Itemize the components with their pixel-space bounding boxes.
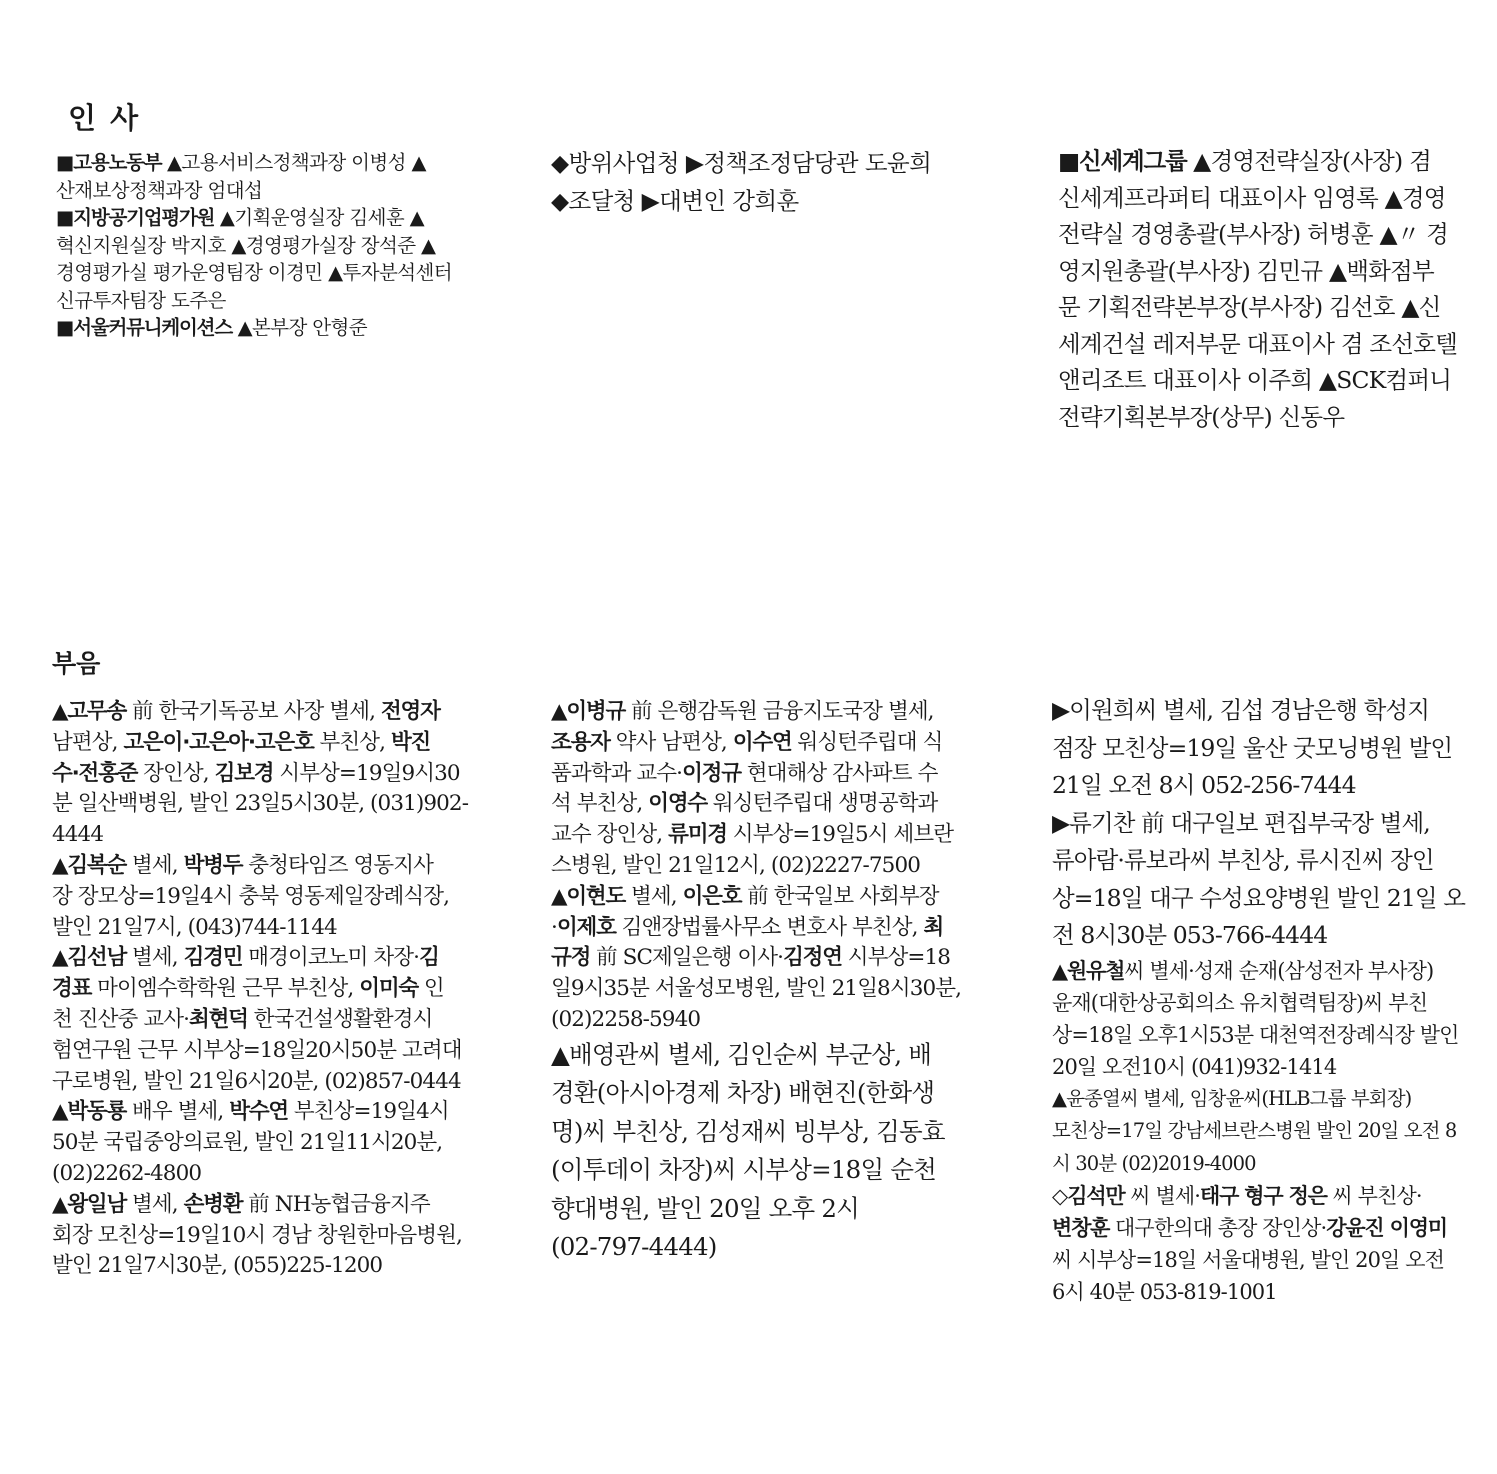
name-run: 이제호	[556, 914, 616, 940]
entry-paragraph	[1052, 1180, 1492, 1308]
name-run: 최현덕	[189, 1006, 248, 1032]
name-run: 고은이·고은아·고은호	[123, 729, 314, 755]
name-run: 이정규	[682, 760, 741, 786]
name-run: 변창훈	[1052, 1216, 1110, 1240]
name-run: 강윤진 이영미	[1326, 1216, 1447, 1240]
text-run: ▲경영전략실장(사장) 겸 신세계프라퍼티 대표이사 임영록 ▲경영 전략실 경영총괄(부사장) 허병훈 ▲〃 경 영지원총괄(부사장) 김민규 ▲백화점부 문 기획전략본부장(부사장) 김선호 ▲신 세계건설 레저부문 대표이사 겸 조선호텔 앤리조트 대표이사 이주희 ▲SCK컴퍼니 전략기획본부장(상무) 신동우	[1058, 147, 1457, 431]
text-run: ▲고용서비스정책과장 이병성 ▲산재보상정책과장 엄대섭	[56, 151, 426, 202]
text-run: ▶류기찬 前 대구일보 편집부국장 별세, 류아람·류보라씨 부친상, 류시진씨 장인 상=18일 대구 수성요양병원 발인 21일 오 전 8시30분 053-766-4444	[1052, 808, 1466, 949]
text-run: 인 천 진산중 교사·	[52, 976, 444, 1032]
entry-paragraph	[52, 1190, 492, 1282]
name-run: ■고용노동부	[56, 151, 162, 174]
name-run: 박병두	[183, 852, 243, 878]
text-run: 부친상,	[313, 729, 391, 755]
text-run: 前 한국기독공보 사장 별세,	[126, 699, 381, 724]
personnel-title: 인 사	[68, 101, 141, 135]
name-run: 이미숙	[359, 976, 418, 1002]
name-run: ▲원유철	[1052, 958, 1125, 983]
text-run: 한국건설생활환경시 험연구원 근무 시부상=18일20시50분 고려대 구로병원, 발인 21일6시20분, (02)857-0444	[52, 1006, 462, 1094]
name-run: ▲김복순	[52, 852, 127, 878]
text-run: 남편상,	[52, 729, 118, 755]
text-run: 현대해상 감사파트 수 석 부친상,	[551, 760, 938, 817]
name-run: 전영자	[380, 699, 440, 724]
name-run: 김보경	[214, 760, 274, 786]
text-run: 시부상=19일9시30 분 일산백병원, 발인 23일5시30분, (031)902- 4444	[52, 760, 469, 848]
text-run: 대구한의대 총장 장인상·	[1109, 1216, 1327, 1240]
entry-paragraph	[52, 851, 492, 943]
text-run: 김앤장법률사무소 변호사 부친상,	[615, 914, 924, 940]
text-run: ◆방위사업청 ▶정책조정담당관 도윤희	[551, 149, 932, 177]
obituary-column-3	[1052, 692, 1492, 1308]
text-run: 약사 남편상,	[609, 729, 733, 755]
entry-paragraph	[551, 882, 991, 1036]
entry-paragraph	[52, 697, 492, 851]
obituary-column-2	[551, 697, 991, 1267]
text-run: ▲윤종열씨 별세, 임창윤씨(HLB그룹 부회장) 모친상=17일 강남세브란스병원 발인 20일 오전 8 시 30분 (02)2019-4000	[1052, 1086, 1457, 1175]
text-run: 씨 별세·	[1124, 1184, 1200, 1208]
name-run: 이영수	[648, 791, 707, 817]
text-run: ▲배영관씨 별세, 김인순씨 부군상, 배 경환(아시아경제 차장) 배현진(한화생 명)씨 부친상, 김성재씨 빙부상, 김동효 (이투데이 차장)씨 시부상=18일 순천 향대병원, 발인 20일 오후 2시 (02-797-4444)	[551, 1039, 945, 1262]
name-run: 박진 수·전홍준	[52, 729, 431, 786]
entry-paragraph	[551, 697, 991, 882]
entry-paragraph	[1052, 692, 1492, 805]
entry-paragraph	[551, 182, 971, 220]
entry-paragraph	[551, 1036, 991, 1267]
text-run: 별세,	[625, 883, 683, 909]
entry-paragraph	[1058, 143, 1478, 435]
name-run: 최 규정	[551, 914, 944, 971]
text-run: 씨 시부상=18일 서울대병원, 발인 20일 오전 6시 40분 053-819-1001	[1052, 1248, 1444, 1304]
entry-paragraph	[56, 149, 458, 204]
name-run: ▲이현도	[551, 883, 626, 909]
name-run: 김경민	[183, 945, 243, 971]
text-run: 마이엠수학학원 근무 부친상,	[91, 976, 360, 1002]
text-run: ▲본부장 안형준	[231, 316, 367, 339]
entry-paragraph	[1052, 805, 1492, 955]
text-run: 前 한국일보 사회부장 ·	[551, 883, 939, 940]
name-run: 이은호	[682, 883, 742, 909]
text-run: 워싱턴주립대 식 품과학과 교수·	[551, 729, 943, 786]
text-run: 별세,	[126, 945, 184, 971]
text-run: 장인상,	[137, 760, 215, 786]
entry-paragraph	[56, 314, 458, 342]
name-run: 류미경	[668, 822, 727, 848]
text-run: 시부상=18 일9시35분 서울성모병원, 발인 21일8시30분, (02)2258-5940	[551, 945, 962, 1032]
text-run: 워싱턴주립대 생명공학과 교수 장인상,	[551, 791, 938, 848]
personnel-column-2	[551, 144, 971, 220]
personnel-column-1	[56, 149, 458, 342]
entry-paragraph	[52, 943, 492, 1097]
text-run: 前 SC제일은행 이사·	[590, 945, 784, 971]
name-run: ▲고무송	[52, 699, 127, 724]
name-run: ▲박동룡	[52, 1099, 127, 1125]
name-run: 이수연	[732, 729, 792, 755]
text-run: ◇	[1052, 1184, 1068, 1208]
text-run: 前 NH농협금융지주 회장 모친상=19일10시 경남 창원한마음병원, 발인 21일7시30분, (055)225-1200	[52, 1191, 462, 1279]
name-run: 태구 형구 정은	[1200, 1184, 1327, 1208]
obituary-title: 부음	[52, 649, 101, 678]
entry-paragraph	[1052, 1083, 1492, 1181]
name-run: ■신세계그룹	[1058, 147, 1187, 175]
name-run: ▲왕일남	[52, 1191, 127, 1217]
entry-paragraph	[551, 144, 971, 182]
text-run: 별세,	[126, 852, 184, 878]
name-run: ▲이병규	[551, 699, 626, 724]
name-run: 박수연	[229, 1099, 288, 1125]
name-run: 김정연	[783, 945, 842, 971]
text-run: 씨 부친상·	[1332, 1184, 1422, 1208]
text-run: 별세,	[126, 1191, 184, 1217]
name-run: 조용자	[551, 729, 610, 755]
name-run: 손병환	[183, 1191, 243, 1217]
name-run: ■서울커뮤니케이션스	[56, 316, 232, 339]
obituary-column-1	[52, 697, 492, 1282]
text-run: 씨 별세·성재 순재(삼성전자 부사장) 윤재(대한상공회의소 유치협력팀장)씨 부친 상=18일 오후1시53분 대천역전장례식장 발인 20일 오전10시 (041)932-1414	[1052, 958, 1459, 1079]
entry-paragraph	[1052, 955, 1492, 1083]
text-run: 매경이코노미 차장·	[242, 945, 420, 971]
personnel-column-3	[1058, 143, 1478, 435]
text-run: 충청타임즈 영동지사 장 장모상=19일4시 충북 영동제일장례식장, 발인 21일7시, (043)744-1144	[52, 852, 450, 940]
entry-paragraph	[56, 204, 458, 314]
text-run: ▶이원희씨 별세, 김섭 경남은행 학성지 점장 모친상=19일 울산 굿모닝병원 발인 21일 오전 8시 052-256-7444	[1052, 696, 1453, 799]
name-run: ▲김선남	[52, 945, 127, 971]
name-run: 김 경표	[52, 945, 439, 1002]
entry-paragraph	[52, 1097, 492, 1189]
name-run: ■지방공기업평가원	[56, 206, 215, 229]
text-run: ▲기획운영실장 김세훈 ▲혁신지원실장 박지호 ▲경영평가실장 장석준 ▲경영평가실 평가운영팀장 이경민 ▲투자분석센터 신규투자팀장 도주은	[56, 206, 452, 312]
text-run: 부친상=19일4시 50분 국립중앙의료원, 발인 21일11시20분, (02)2262-4800	[52, 1099, 449, 1186]
name-run: 김석만	[1067, 1184, 1125, 1208]
text-run: 시부상=19일5시 세브란 스병원, 발인 21일12시, (02)2227-7500	[551, 822, 954, 878]
text-run: 前 은행감독원 금융지도국장 별세,	[630, 699, 934, 724]
text-run: ◆조달청 ▶대변인 강희훈	[551, 187, 799, 215]
text-run: 배우 별세,	[126, 1099, 230, 1125]
